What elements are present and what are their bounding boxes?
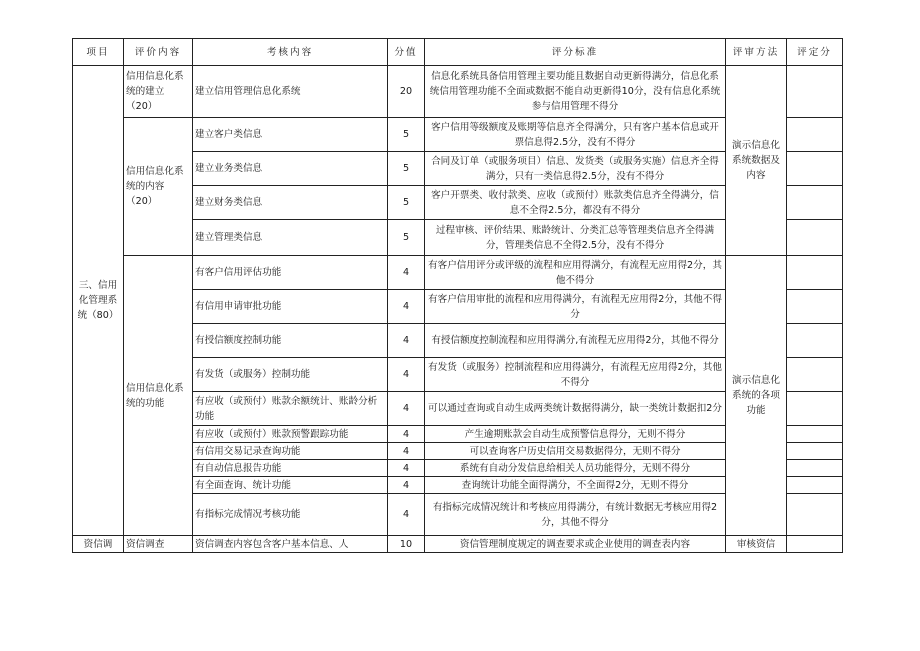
criteria-cell: 客户开票类、收付款类、应收（或预付）账款类信息齐全得满分，信息不全得2.5分，都没有不得分 bbox=[425, 186, 726, 220]
header-eval-content: 评价内容 bbox=[124, 39, 193, 66]
rating-cell[interactable] bbox=[787, 290, 843, 324]
method-cell: 演示信息化系统的各项功能 bbox=[726, 256, 787, 536]
evaluation-table bbox=[72, 38, 843, 553]
item-cell: 有应收（或预付）账款余额统计、账龄分析功能 bbox=[193, 392, 388, 426]
item-cell: 有应收（或预付）账款预警跟踪功能 bbox=[193, 426, 388, 443]
item-cell: 有自动信息报告功能 bbox=[193, 460, 388, 477]
score-cell: 4 bbox=[388, 256, 425, 290]
rating-cell[interactable] bbox=[787, 426, 843, 443]
item-cell: 建立信用管理信息化系统 bbox=[193, 66, 388, 118]
criteria-cell: 客户信用等级额度及账期等信息齐全得满分，只有客户基本信息或开票信息得2.5分，没有不得分 bbox=[425, 118, 726, 152]
item-cell: 建立管理类信息 bbox=[193, 220, 388, 256]
method-cell: 演示信息化系统数据及内容 bbox=[726, 66, 787, 256]
item-cell: 有信用申请审批功能 bbox=[193, 290, 388, 324]
header-method: 评审方法 bbox=[726, 39, 787, 66]
group-label: 信用信息化系统的建立（20） bbox=[124, 66, 193, 118]
criteria-cell: 有客户信用审批的流程和应用得满分，有流程无应用得2分，其他不得分 bbox=[425, 290, 726, 324]
item-cell: 有客户信用评估功能 bbox=[193, 256, 388, 290]
criteria-cell: 有发货（或服务）控制流程和应用得满分，有流程无应用得2分，其他不得分 bbox=[425, 358, 726, 392]
header-assess-content: 考核内容 bbox=[193, 39, 388, 66]
score-cell: 4 bbox=[388, 494, 425, 536]
rating-cell[interactable] bbox=[787, 536, 843, 553]
rating-cell[interactable] bbox=[787, 392, 843, 426]
criteria-cell: 过程审核、评价结果、账龄统计、分类汇总等管理类信息齐全得满分，管理类信息不全得2.5分，没有不得分 bbox=[425, 220, 726, 256]
rating-cell[interactable] bbox=[787, 477, 843, 494]
group-label: 信用信息化系统的功能 bbox=[124, 256, 193, 536]
rating-cell[interactable] bbox=[787, 494, 843, 536]
criteria-cell: 信息化系统具备信用管理主要功能且数据自动更新得满分，信息化系统信用管理功能不全面或数据不能自动更新得10分，没有信息化系统参与信用管理不得分 bbox=[425, 66, 726, 118]
score-cell: 4 bbox=[388, 358, 425, 392]
score-cell: 4 bbox=[388, 290, 425, 324]
criteria-cell: 有授信额度控制流程和应用得满分,有流程无应用得2分，其他不得分 bbox=[425, 324, 726, 358]
header-project: 项目 bbox=[73, 39, 124, 66]
item-cell: 有指标完成情况考核功能 bbox=[193, 494, 388, 536]
criteria-cell: 可以通过查询或自动生成两类统计数据得满分，缺一类统计数据扣2分 bbox=[425, 392, 726, 426]
group-label: 信用信息化系统的内容（20） bbox=[124, 118, 193, 256]
rating-cell[interactable] bbox=[787, 66, 843, 118]
item-cell: 有发货（或服务）控制功能 bbox=[193, 358, 388, 392]
score-cell: 4 bbox=[388, 392, 425, 426]
item-cell: 建立客户类信息 bbox=[193, 118, 388, 152]
item-cell: 建立财务类信息 bbox=[193, 186, 388, 220]
table-row bbox=[73, 536, 843, 553]
rating-cell[interactable] bbox=[787, 220, 843, 256]
table-row bbox=[73, 66, 843, 118]
rating-cell[interactable] bbox=[787, 118, 843, 152]
rating-cell[interactable] bbox=[787, 256, 843, 290]
score-cell: 4 bbox=[388, 460, 425, 477]
score-cell: 5 bbox=[388, 186, 425, 220]
method-cell: 审核资信 bbox=[726, 536, 787, 553]
item-cell: 资信调查内容包含客户基本信息、人 bbox=[193, 536, 388, 553]
score-cell: 4 bbox=[388, 324, 425, 358]
item-cell: 有信用交易记录查询功能 bbox=[193, 443, 388, 460]
criteria-cell: 可以查询客户历史信用交易数据得分，无则不得分 bbox=[425, 443, 726, 460]
criteria-cell: 有指标完成情况统计和考核应用得满分，有统计数据无考核应用得2分，其他不得分 bbox=[425, 494, 726, 536]
item-cell: 有全面查询、统计功能 bbox=[193, 477, 388, 494]
score-cell: 4 bbox=[388, 477, 425, 494]
rating-cell[interactable] bbox=[787, 152, 843, 186]
rating-cell[interactable] bbox=[787, 324, 843, 358]
score-cell: 10 bbox=[388, 536, 425, 553]
criteria-cell: 系统有自动分发信息给相关人员功能得分，无则不得分 bbox=[425, 460, 726, 477]
criteria-cell: 查询统计功能全面得满分，不全面得2分，无则不得分 bbox=[425, 477, 726, 494]
rating-cell[interactable] bbox=[787, 443, 843, 460]
table-row bbox=[73, 256, 843, 290]
group-label: 资信调查 bbox=[124, 536, 193, 553]
header-criteria: 评分标准 bbox=[425, 39, 726, 66]
item-cell: 有授信额度控制功能 bbox=[193, 324, 388, 358]
rating-cell[interactable] bbox=[787, 186, 843, 220]
criteria-cell: 合同及订单（或服务项目）信息、发货类（或服务实施）信息齐全得满分，只有一类信息得2.5分，没有不得分 bbox=[425, 152, 726, 186]
rating-cell[interactable] bbox=[787, 358, 843, 392]
score-cell: 5 bbox=[388, 118, 425, 152]
section-label: 三、信用化管理系统（80） bbox=[73, 66, 124, 536]
score-cell: 5 bbox=[388, 152, 425, 186]
score-cell: 5 bbox=[388, 220, 425, 256]
criteria-cell: 资信管理制度规定的调查要求或企业使用的调查表内容 bbox=[425, 536, 726, 553]
rating-cell[interactable] bbox=[787, 460, 843, 477]
criteria-cell: 产生逾期账款会自动生成预警信息得分，无则不得分 bbox=[425, 426, 726, 443]
score-cell: 20 bbox=[388, 66, 425, 118]
header-rating: 评定分 bbox=[787, 39, 843, 66]
header-score: 分值 bbox=[388, 39, 425, 66]
score-cell: 4 bbox=[388, 443, 425, 460]
project-cell: 资信调 bbox=[73, 536, 124, 553]
criteria-cell: 有客户信用评分或评级的流程和应用得满分，有流程无应用得2分，其他不得分 bbox=[425, 256, 726, 290]
score-cell: 4 bbox=[388, 426, 425, 443]
header-row bbox=[73, 39, 843, 66]
item-cell: 建立业务类信息 bbox=[193, 152, 388, 186]
